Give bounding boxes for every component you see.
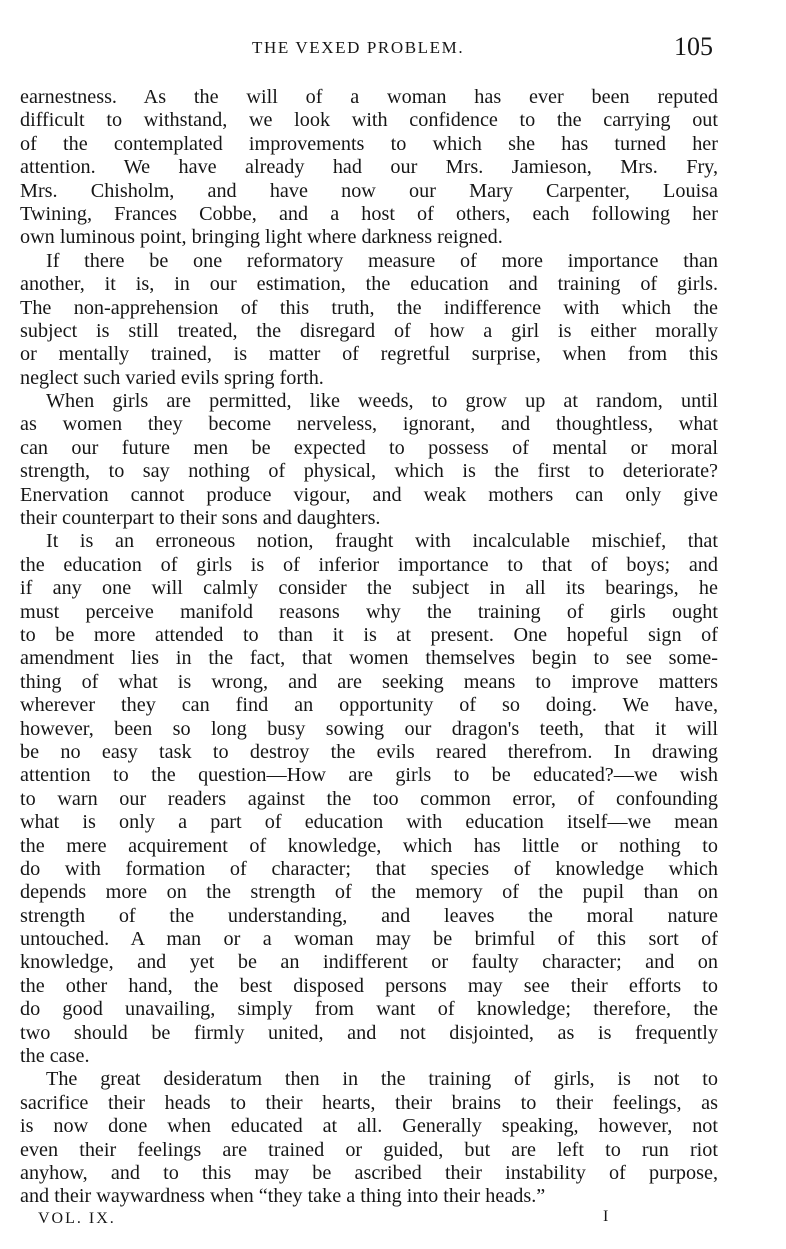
text-line: own luminous point, bringing light where darkness reigned. bbox=[20, 226, 503, 249]
text-line: The non-apprehension of this truth, the indifference with which the bbox=[20, 296, 718, 319]
text-line: attention. We have already had our Mrs. Jamieson, Mrs. Fry, bbox=[20, 156, 718, 179]
text-line: The great desideratum then in the training of girls, is not to bbox=[46, 1068, 718, 1091]
text-line: can our future men be expected to possess of mental or moral bbox=[20, 436, 718, 459]
text-line: difficult to withstand, we look with confidence to the carrying out bbox=[20, 109, 718, 132]
text-line: strength of the understanding, and leaves the moral nature bbox=[20, 904, 718, 927]
text-line: if any one will calmly consider the subject in all its bearings, he bbox=[20, 577, 718, 600]
text-line: even their feelings are trained or guided, but are left to run riot bbox=[20, 1138, 718, 1161]
text-line: two should be firmly united, and not disjointed, as is frequently bbox=[20, 1021, 718, 1044]
text-line: When girls are permitted, like weeds, to grow up at random, until bbox=[46, 390, 718, 413]
text-line: to be more attended to than it is at present. One hopeful sign of bbox=[20, 623, 718, 646]
text-line: the mere acquirement of knowledge, which has little or nothing to bbox=[20, 834, 718, 857]
text-line: Twining, Frances Cobbe, and a host of others, each following her bbox=[20, 202, 718, 225]
text-line: the education of girls is of inferior importance to that of boys; and bbox=[20, 553, 718, 576]
text-line: amendment lies in the fact, that women themselves begin to see some- bbox=[20, 647, 718, 670]
text-line: what is only a part of education with education itself—we mean bbox=[20, 811, 718, 834]
text-line: or mentally trained, is matter of regretful surprise, when from this bbox=[20, 343, 718, 366]
text-line: Mrs. Chisholm, and have now our Mary Carpenter, Louisa bbox=[20, 179, 718, 202]
text-line: sacrifice their heads to their hearts, their brains to their feelings, as bbox=[20, 1091, 718, 1114]
text-line: must perceive manifold reasons why the training of girls ought bbox=[20, 600, 718, 623]
text-line: their counterpart to their sons and daughters. bbox=[20, 507, 381, 530]
text-line: thing of what is wrong, and are seeking means to improve matters bbox=[20, 670, 718, 693]
text-line: wherever they can find an opportunity of so doing. We have, bbox=[20, 694, 718, 717]
text-line: anyhow, and to this may be ascribed their instability of purpose, bbox=[20, 1161, 718, 1184]
text-line: as women they become nerveless, ignorant, and thoughtless, what bbox=[20, 413, 718, 436]
text-line: earnestness. As the will of a woman has ever been reputed bbox=[20, 86, 718, 108]
text-line: neglect such varied evils spring forth. bbox=[20, 366, 324, 389]
text-line: to warn our readers against the too common error, of confounding bbox=[20, 787, 718, 810]
text-line: depends more on the strength of the memory of the pupil than on bbox=[20, 881, 718, 904]
text-line: is now done when educated at all. Generally speaking, however, not bbox=[20, 1115, 718, 1138]
text-line: knowledge, and yet be an indifferent or faulty character; and on bbox=[20, 951, 718, 974]
text-line: strength, to say nothing of physical, which is the first to deteriorate? bbox=[20, 460, 718, 483]
page-number: 105 bbox=[674, 32, 713, 61]
article-body bbox=[20, 86, 718, 1209]
text-line: of the contemplated improvements to which she has turned her bbox=[20, 132, 718, 155]
text-line: the case. bbox=[20, 1045, 90, 1068]
text-line: do good unavailing, simply from want of knowledge; therefore, the bbox=[20, 998, 718, 1021]
page-header bbox=[20, 30, 720, 60]
text-line: subject is still treated, the disregard of how a girl is either morally bbox=[20, 319, 718, 342]
text-line: untouched. A man or a woman may be brimful of this sort of bbox=[20, 928, 718, 951]
text-line: the other hand, the best disposed persons may see their efforts to bbox=[20, 974, 718, 997]
running-title: THE VEXED PROBLEM. bbox=[252, 38, 465, 57]
text-line: however, been so long busy sowing our dragon's teeth, that it will bbox=[20, 717, 718, 740]
text-line: do with formation of character; that species of knowledge which bbox=[20, 857, 718, 880]
signature-mark: I bbox=[603, 1208, 609, 1225]
text-line: If there be one reformatory measure of more importance than bbox=[46, 249, 718, 272]
text-line: be no easy task to destroy the evils reared therefrom. In drawing bbox=[20, 740, 718, 763]
text-line: another, it is, in our estimation, the education and training of girls. bbox=[20, 273, 718, 296]
text-line: Enervation cannot produce vigour, and weak mothers can only give bbox=[20, 483, 718, 506]
text-line: It is an erroneous notion, fraught with incalculable mischief, that bbox=[46, 530, 718, 553]
page-footer bbox=[0, 1208, 786, 1238]
text-line: attention to the question—How are girls to be educated?—we wish bbox=[20, 764, 718, 787]
text-line: and their waywardness when “they take a thing into their heads.” bbox=[20, 1185, 546, 1208]
volume-mark: VOL. IX. bbox=[38, 1210, 116, 1227]
